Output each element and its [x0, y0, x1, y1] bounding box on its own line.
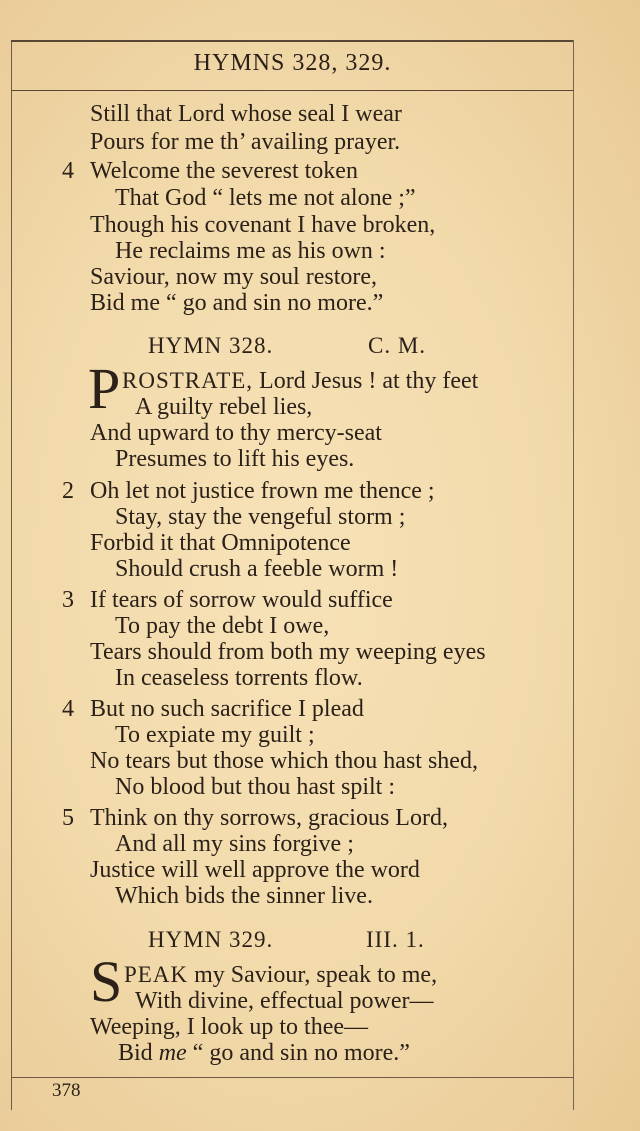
verse-line: Think on thy sorrows, gracious Lord,: [90, 805, 448, 831]
last-line-post: “ go and sin no more.”: [186, 1040, 410, 1066]
first-line-rest: Lord Jesus ! at thy feet: [253, 368, 479, 394]
verse-line: Which bids the sinner live.: [115, 883, 373, 909]
header-rule: [11, 90, 574, 91]
verse-line: Presumes to lift his eyes.: [115, 446, 355, 472]
page-frame-right: [573, 40, 574, 1110]
verse-line: Weeping, I look up to thee—: [90, 1014, 369, 1040]
first-line-rest: my Saviour, speak to me,: [188, 962, 438, 988]
verse-line: A guilty rebel lies,: [135, 394, 313, 420]
verse-number: 4: [62, 158, 74, 184]
verse-line: And all my sins forgive ;: [115, 831, 354, 857]
verse-line: Still that Lord whose seal I wear: [90, 101, 402, 127]
drop-cap: P: [88, 356, 121, 421]
last-line-italic: me: [158, 1040, 187, 1066]
verse-line: Justice will well approve the word: [90, 857, 420, 883]
verse-line: Though his covenant I have broken,: [90, 212, 436, 238]
verse-line: And upward to thy mercy-seat: [90, 420, 382, 446]
verse-line: Stay, stay the vengeful storm ;: [115, 504, 406, 530]
page-frame-left: [11, 40, 12, 1110]
verse-number: 3: [62, 587, 74, 613]
first-line: [122, 367, 478, 395]
verse-line: Should crush a feeble worm !: [115, 556, 399, 582]
hymn-title: HYMN 329.: [148, 927, 274, 952]
verse-line: To pay the debt I owe,: [115, 613, 330, 639]
hymn-title: HYMN 328.: [148, 333, 274, 358]
verse-line: With divine, effectual power—: [135, 988, 434, 1014]
verse-line: Bid me “ go and sin no more.”: [90, 290, 384, 316]
hymn-meter: C. M.: [368, 333, 427, 358]
verse-line: Oh let not justice frown me thence ;: [90, 478, 435, 504]
verse-line: In ceaseless torrents flow.: [115, 665, 363, 691]
verse-number: 2: [62, 478, 74, 504]
hymn-meter: III. 1.: [366, 927, 425, 952]
last-line: [118, 1039, 410, 1067]
first-word: ROSTRATE,: [122, 368, 254, 393]
verse-line: No tears but those which thou hast shed,: [90, 748, 478, 774]
footer-rule: [11, 1077, 574, 1078]
verse-line: If tears of sorrow would suffice: [90, 587, 393, 613]
page-frame-top: [11, 40, 574, 42]
drop-cap: S: [90, 949, 123, 1014]
verse-line: Welcome the severest token: [90, 158, 358, 184]
verse-line: Tears should from both my weeping eyes: [90, 639, 486, 665]
verse-line: No blood but thou hast spilt :: [115, 774, 396, 800]
first-word: PEAK: [124, 962, 189, 987]
last-line-pre: Bid: [118, 1040, 159, 1066]
page-number: 378: [52, 1080, 81, 1101]
running-header: HYMNS 328, 329.: [193, 50, 392, 76]
verse-line: That God “ lets me not alone ;”: [115, 185, 416, 211]
verse-line: Forbid it that Omnipotence: [90, 530, 351, 556]
verse-line: But no such sacrifice I plead: [90, 696, 364, 722]
verse-line: Pours for me th’ availing prayer.: [90, 129, 401, 155]
first-line: [124, 961, 437, 989]
verse-line: To expiate my guilt ;: [115, 722, 315, 748]
verse-number: 4: [62, 696, 74, 722]
verse-line: He reclaims me as his own :: [115, 238, 386, 264]
verse-line: Saviour, now my soul restore,: [90, 264, 378, 290]
verse-number: 5: [62, 805, 74, 831]
